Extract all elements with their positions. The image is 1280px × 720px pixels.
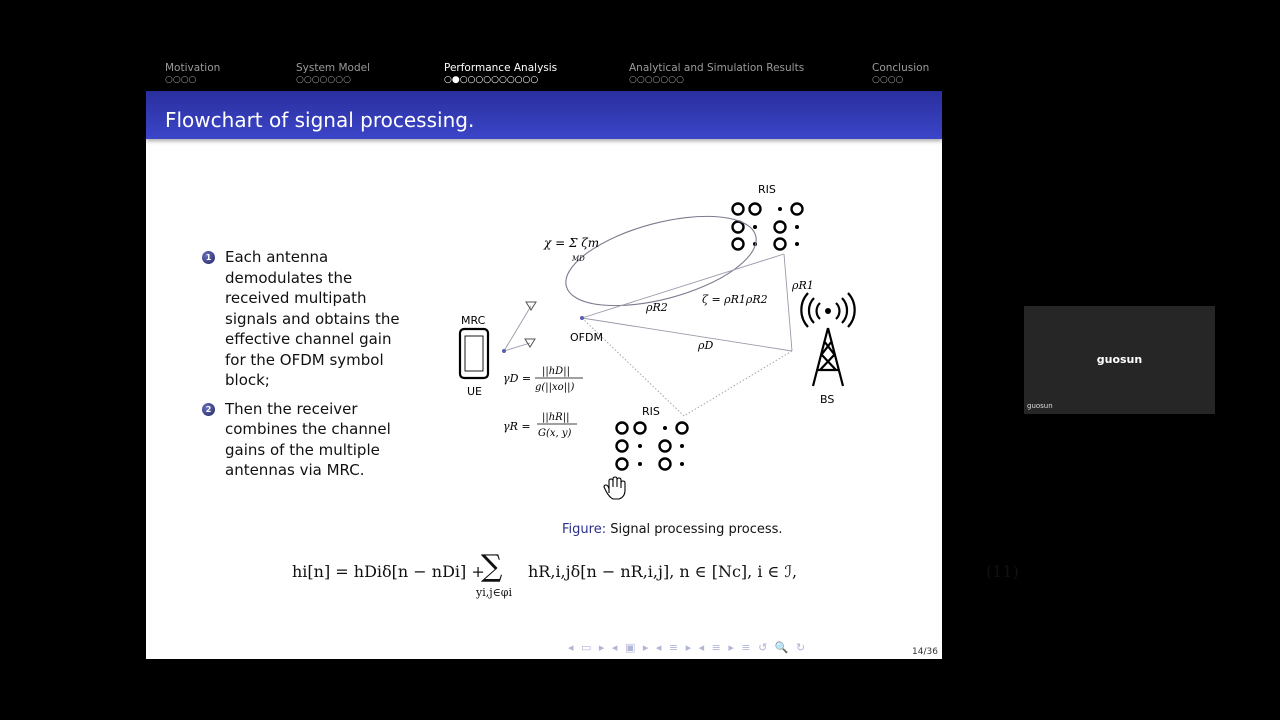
participant-label: guosun (1027, 402, 1053, 410)
gamma-d-lhs: γD = (503, 372, 532, 385)
nav-section-label: System Model (296, 62, 371, 74)
summation-symbol: ∑ (481, 549, 503, 584)
hand-cursor-icon (604, 477, 625, 499)
list-item (202, 399, 402, 481)
figure-caption-text: Signal processing process. (610, 522, 783, 537)
gamma-r-lhs: γR = (503, 420, 531, 433)
frame-title: Flowchart of signal processing. (165, 108, 475, 132)
ofdm-node (580, 316, 584, 320)
bullet-list (202, 247, 402, 489)
bullet-number-badge: 2 (202, 403, 215, 416)
gamma-r-denominator: G(x, y) (538, 428, 572, 439)
equation-11 (286, 549, 1019, 606)
zeta-label: ζ = ρR1ρR2 (702, 293, 768, 306)
nav-section-conclusion[interactable] (872, 62, 929, 86)
nav-section-progress-dots[interactable]: ○○○○○○○ (296, 75, 351, 85)
nav-section-motivation[interactable] (165, 62, 220, 86)
section-navigation-bar (146, 61, 942, 91)
beamer-navigation-symbols[interactable]: ◂ ▭ ▸ ◂ ▣ ▸ ◂ ≡ ▸ ◂ ≡ ▸ ≡ ↺ 🔍 ↻ (568, 641, 808, 654)
figure-caption-label: Figure: (562, 522, 607, 537)
bullet-text: Each antenna demodulates the received multipath signals and obtains the effective channel gain for the OFDM symbol block; (225, 248, 400, 389)
ris-bottom-label: RIS (642, 405, 660, 418)
ofdm-label: OFDM (570, 331, 603, 344)
bs-tower-icon (801, 293, 854, 386)
equation-rhs: hR,i,jδ[n − nR,i,j], n ∈ [Nc], i ∈ ℐ, (528, 562, 798, 581)
nav-section-progress-dots[interactable]: ○○○○ (165, 75, 197, 85)
list-item (202, 247, 402, 391)
ris-top-label: RIS (758, 183, 776, 196)
page-number: 14/36 (912, 647, 938, 657)
summation-subscript: yi,j∈φi (476, 586, 513, 599)
ris-top-array (733, 204, 803, 250)
chi-subscript: MD (572, 255, 585, 263)
nav-section-system-model[interactable] (296, 62, 370, 86)
equation-number: (11) (986, 562, 1019, 581)
nav-section-progress-dots[interactable]: ○○○○○○○ (629, 75, 684, 85)
antenna-icon (525, 302, 536, 347)
participant-name: guosun (1096, 353, 1143, 366)
figure-caption (562, 522, 783, 537)
frame-title-bar (146, 91, 942, 139)
nav-section-label: Analytical and Simulation Results (629, 62, 805, 74)
nav-section-progress-dots[interactable]: ○●○○○○○○○○○○ (444, 75, 539, 85)
rho-r2-label: ρR2 (646, 301, 668, 314)
ris-bottom-array (617, 423, 688, 470)
nav-section-progress-dots[interactable]: ○○○○ (872, 75, 904, 85)
signal-processing-diagram (446, 177, 886, 507)
gamma-d-denominator: g(||xo||) (535, 382, 575, 393)
mrc-label: MRC (461, 314, 486, 327)
slide (146, 61, 1019, 659)
rho-d-label: ρD (698, 339, 714, 352)
nav-section-performance-analysis[interactable] (444, 62, 557, 86)
gamma-d-numerator: ||hD|| (542, 366, 570, 377)
nav-section-label: Performance Analysis (444, 62, 558, 74)
ue-node (502, 349, 506, 353)
nav-section-label: Conclusion (872, 62, 930, 74)
rho-r1-label: ρR1 (792, 279, 814, 292)
bullet-text: Then the receiver combines the channel gains of the multiple antennas via MRC. (225, 399, 391, 479)
equation-lhs: hi[n] = hDiδ[n − nDi] + (292, 562, 485, 581)
bs-tower-tip (825, 308, 831, 314)
bs-label: BS (820, 393, 835, 406)
bullet-number-badge: 1 (202, 251, 215, 264)
ue-label: UE (467, 385, 483, 398)
phone-icon (460, 329, 488, 378)
gamma-r-numerator: ||hR|| (542, 412, 570, 423)
nav-section-results[interactable] (629, 62, 804, 86)
nav-section-label: Motivation (165, 62, 221, 74)
participant-video-tile[interactable] (1024, 306, 1215, 414)
chi-equation: χ = Σ ζm (544, 236, 600, 250)
